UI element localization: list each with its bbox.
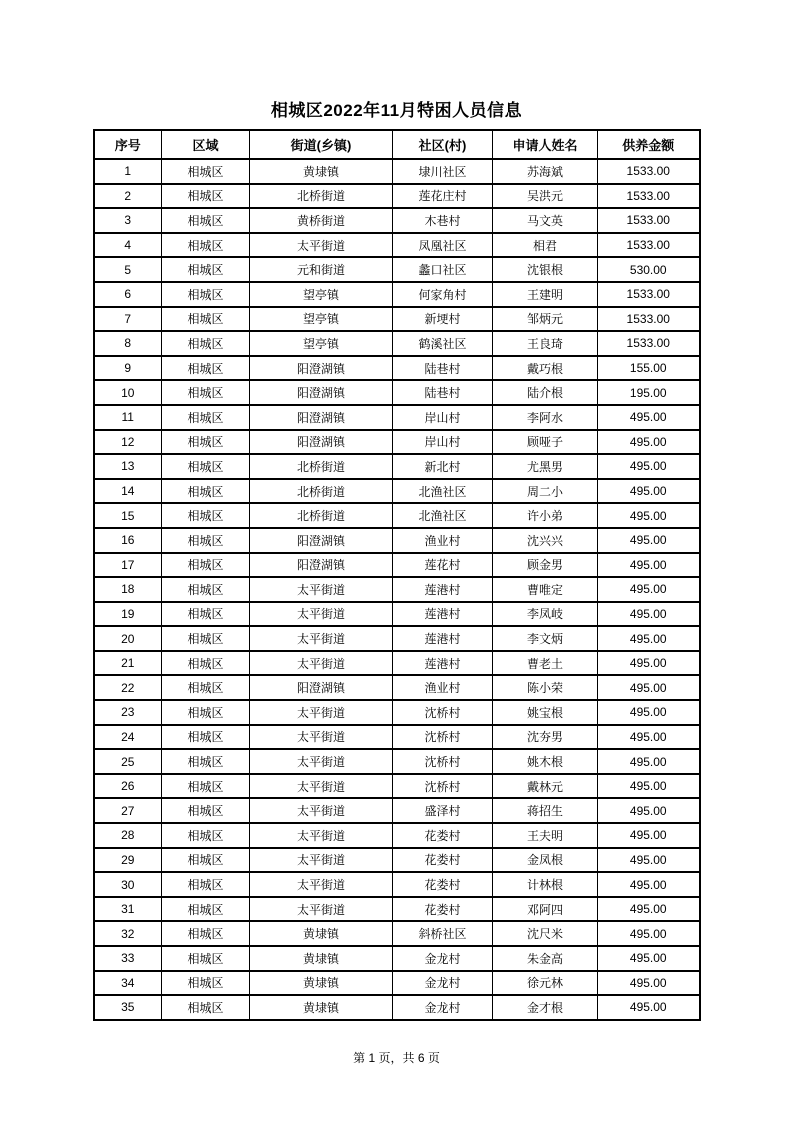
table-row — [94, 577, 700, 602]
applicant-name-cell: 姚宝根 — [493, 700, 598, 725]
table-row — [94, 749, 700, 774]
street-cell: 阳澄湖镇 — [250, 528, 393, 553]
table-row — [94, 897, 700, 922]
applicant-name-cell: 邓阿四 — [493, 897, 598, 922]
support-amount-cell: 530.00 — [598, 257, 700, 282]
community-cell: 莲港村 — [393, 626, 493, 651]
street-cell: 黄埭镇 — [250, 921, 393, 946]
applicant-name-cell: 尤黑男 — [493, 454, 598, 479]
support-amount-cell: 1533.00 — [598, 307, 700, 332]
table-row — [94, 626, 700, 651]
district-cell: 相城区 — [162, 159, 250, 184]
seq-number-cell: 15 — [94, 503, 162, 528]
support-amount-cell: 495.00 — [598, 553, 700, 578]
table-row — [94, 774, 700, 799]
community-cell: 渔业村 — [393, 675, 493, 700]
street-cell: 太平街道 — [250, 749, 393, 774]
seq-number-cell: 9 — [94, 356, 162, 381]
applicant-name-cell: 戴林元 — [493, 774, 598, 799]
community-cell: 渔业村 — [393, 528, 493, 553]
seq-number-cell: 12 — [94, 430, 162, 455]
street-cell: 阳澄湖镇 — [250, 380, 393, 405]
seq-number-cell: 11 — [94, 405, 162, 430]
support-amount-cell: 495.00 — [598, 798, 700, 823]
district-cell: 相城区 — [162, 725, 250, 750]
header-applicant-name: 申请人姓名 — [493, 130, 598, 159]
support-amount-cell: 495.00 — [598, 995, 700, 1020]
community-cell: 盛泽村 — [393, 798, 493, 823]
street-cell: 黄埭镇 — [250, 995, 393, 1020]
support-amount-cell: 195.00 — [598, 380, 700, 405]
table-row — [94, 159, 700, 184]
community-cell: 金龙村 — [393, 971, 493, 996]
street-cell: 元和街道 — [250, 257, 393, 282]
street-cell: 黄桥街道 — [250, 208, 393, 233]
street-cell: 北桥街道 — [250, 184, 393, 209]
seq-number-cell: 26 — [94, 774, 162, 799]
district-cell: 相城区 — [162, 307, 250, 332]
seq-number-cell: 25 — [94, 749, 162, 774]
support-amount-cell: 495.00 — [598, 454, 700, 479]
applicant-name-cell: 计林根 — [493, 872, 598, 897]
street-cell: 太平街道 — [250, 725, 393, 750]
seq-number-cell: 3 — [94, 208, 162, 233]
support-amount-cell: 495.00 — [598, 897, 700, 922]
support-amount-cell: 495.00 — [598, 921, 700, 946]
table-row — [94, 208, 700, 233]
seq-number-cell: 18 — [94, 577, 162, 602]
street-cell: 阳澄湖镇 — [250, 553, 393, 578]
district-cell: 相城区 — [162, 479, 250, 504]
community-cell: 金龙村 — [393, 946, 493, 971]
seq-number-cell: 13 — [94, 454, 162, 479]
community-cell: 凤凰社区 — [393, 233, 493, 258]
community-cell: 沈桥村 — [393, 774, 493, 799]
district-cell: 相城区 — [162, 257, 250, 282]
community-cell: 花娄村 — [393, 872, 493, 897]
community-cell: 岸山村 — [393, 430, 493, 455]
seq-number-cell: 10 — [94, 380, 162, 405]
seq-number-cell: 5 — [94, 257, 162, 282]
header-support-amount: 供养金额 — [598, 130, 700, 159]
applicant-name-cell: 吴洪元 — [493, 184, 598, 209]
support-amount-cell: 495.00 — [598, 479, 700, 504]
district-cell: 相城区 — [162, 602, 250, 627]
applicant-name-cell: 陈小荣 — [493, 675, 598, 700]
seq-number-cell: 30 — [94, 872, 162, 897]
support-amount-cell: 495.00 — [598, 602, 700, 627]
page-footer: 第 1 页，共 6 页 — [353, 1050, 440, 1065]
community-cell: 何家角村 — [393, 282, 493, 307]
street-cell: 太平街道 — [250, 798, 393, 823]
support-amount-cell: 1533.00 — [598, 184, 700, 209]
street-cell: 北桥街道 — [250, 454, 393, 479]
community-cell: 沈桥村 — [393, 725, 493, 750]
support-amount-cell: 495.00 — [598, 503, 700, 528]
district-cell: 相城区 — [162, 184, 250, 209]
table-row — [94, 848, 700, 873]
table-row — [94, 823, 700, 848]
community-cell: 金龙村 — [393, 995, 493, 1020]
support-amount-cell: 495.00 — [598, 774, 700, 799]
seq-number-cell: 7 — [94, 307, 162, 332]
table-row — [94, 553, 700, 578]
street-cell: 太平街道 — [250, 626, 393, 651]
seq-number-cell: 29 — [94, 848, 162, 873]
seq-number-cell: 24 — [94, 725, 162, 750]
district-cell: 相城区 — [162, 356, 250, 381]
community-cell: 北渔社区 — [393, 479, 493, 504]
table-row — [94, 921, 700, 946]
street-cell: 太平街道 — [250, 651, 393, 676]
seq-number-cell: 33 — [94, 946, 162, 971]
district-cell: 相城区 — [162, 700, 250, 725]
street-cell: 太平街道 — [250, 774, 393, 799]
community-cell: 鹤溪社区 — [393, 331, 493, 356]
support-amount-cell: 495.00 — [598, 651, 700, 676]
community-cell: 木巷村 — [393, 208, 493, 233]
applicant-name-cell: 曹唯定 — [493, 577, 598, 602]
support-amount-cell: 495.00 — [598, 872, 700, 897]
table-row — [94, 675, 700, 700]
district-cell: 相城区 — [162, 430, 250, 455]
seq-number-cell: 22 — [94, 675, 162, 700]
district-cell: 相城区 — [162, 553, 250, 578]
applicant-name-cell: 曹老土 — [493, 651, 598, 676]
district-cell: 相城区 — [162, 848, 250, 873]
district-cell: 相城区 — [162, 208, 250, 233]
support-amount-cell: 495.00 — [598, 700, 700, 725]
district-cell: 相城区 — [162, 577, 250, 602]
table-body — [94, 159, 700, 1020]
header-seq-number: 序号 — [94, 130, 162, 159]
street-cell: 太平街道 — [250, 233, 393, 258]
district-cell: 相城区 — [162, 331, 250, 356]
community-cell: 花娄村 — [393, 823, 493, 848]
seq-number-cell: 28 — [94, 823, 162, 848]
applicant-name-cell: 沈兴兴 — [493, 528, 598, 553]
table-row — [94, 331, 700, 356]
district-cell: 相城区 — [162, 626, 250, 651]
support-amount-cell: 495.00 — [598, 405, 700, 430]
applicant-name-cell: 相君 — [493, 233, 598, 258]
applicant-name-cell: 李阿水 — [493, 405, 598, 430]
street-cell: 黄埭镇 — [250, 946, 393, 971]
district-cell: 相城区 — [162, 675, 250, 700]
applicant-name-cell: 沈银根 — [493, 257, 598, 282]
district-cell: 相城区 — [162, 380, 250, 405]
applicant-name-cell: 顾哑子 — [493, 430, 598, 455]
applicant-name-cell: 沈尺米 — [493, 921, 598, 946]
applicant-name-cell: 王夫明 — [493, 823, 598, 848]
community-cell: 花娄村 — [393, 848, 493, 873]
street-cell: 太平街道 — [250, 897, 393, 922]
applicant-name-cell: 顾金男 — [493, 553, 598, 578]
support-amount-cell: 155.00 — [598, 356, 700, 381]
table-row — [94, 454, 700, 479]
district-cell: 相城区 — [162, 405, 250, 430]
support-amount-cell: 1533.00 — [598, 159, 700, 184]
support-amount-cell: 1533.00 — [598, 208, 700, 233]
seq-number-cell: 35 — [94, 995, 162, 1020]
seq-number-cell: 23 — [94, 700, 162, 725]
applicant-name-cell: 苏海斌 — [493, 159, 598, 184]
community-cell: 沈桥村 — [393, 749, 493, 774]
district-cell: 相城区 — [162, 454, 250, 479]
district-cell: 相城区 — [162, 749, 250, 774]
community-cell: 陆巷村 — [393, 356, 493, 381]
district-cell: 相城区 — [162, 971, 250, 996]
table-row — [94, 380, 700, 405]
seq-number-cell: 34 — [94, 971, 162, 996]
community-cell: 莲港村 — [393, 651, 493, 676]
support-amount-cell: 495.00 — [598, 823, 700, 848]
support-amount-cell: 495.00 — [598, 971, 700, 996]
district-cell: 相城区 — [162, 872, 250, 897]
applicant-name-cell: 陆介根 — [493, 380, 598, 405]
district-cell: 相城区 — [162, 946, 250, 971]
applicant-name-cell: 徐元林 — [493, 971, 598, 996]
support-amount-cell: 1533.00 — [598, 282, 700, 307]
street-cell: 太平街道 — [250, 872, 393, 897]
community-cell: 岸山村 — [393, 405, 493, 430]
street-cell: 望亭镇 — [250, 331, 393, 356]
seq-number-cell: 16 — [94, 528, 162, 553]
street-cell: 太平街道 — [250, 602, 393, 627]
seq-number-cell: 4 — [94, 233, 162, 258]
support-amount-cell: 1533.00 — [598, 233, 700, 258]
table-row — [94, 479, 700, 504]
table-row — [94, 282, 700, 307]
district-cell: 相城区 — [162, 823, 250, 848]
seq-number-cell: 27 — [94, 798, 162, 823]
community-cell: 蠡口社区 — [393, 257, 493, 282]
applicant-name-cell: 许小弟 — [493, 503, 598, 528]
applicant-name-cell: 王良琦 — [493, 331, 598, 356]
support-amount-cell: 495.00 — [598, 848, 700, 873]
table-row — [94, 872, 700, 897]
district-cell: 相城区 — [162, 995, 250, 1020]
seq-number-cell: 8 — [94, 331, 162, 356]
support-amount-cell: 495.00 — [598, 577, 700, 602]
street-cell: 太平街道 — [250, 823, 393, 848]
district-cell: 相城区 — [162, 774, 250, 799]
community-cell: 陆巷村 — [393, 380, 493, 405]
support-amount-cell: 495.00 — [598, 528, 700, 553]
community-cell: 新北村 — [393, 454, 493, 479]
district-cell: 相城区 — [162, 233, 250, 258]
district-cell: 相城区 — [162, 651, 250, 676]
district-cell: 相城区 — [162, 798, 250, 823]
header-street: 街道(乡镇) — [250, 130, 393, 159]
table-row — [94, 307, 700, 332]
header-district: 区域 — [162, 130, 250, 159]
community-cell: 莲港村 — [393, 577, 493, 602]
seq-number-cell: 20 — [94, 626, 162, 651]
table-row — [94, 257, 700, 282]
support-amount-cell: 1533.00 — [598, 331, 700, 356]
applicant-name-cell: 邹炳元 — [493, 307, 598, 332]
seq-number-cell: 1 — [94, 159, 162, 184]
district-cell: 相城区 — [162, 921, 250, 946]
seq-number-cell: 21 — [94, 651, 162, 676]
table-row — [94, 503, 700, 528]
seq-number-cell: 2 — [94, 184, 162, 209]
community-cell: 北渔社区 — [393, 503, 493, 528]
support-amount-cell: 495.00 — [598, 430, 700, 455]
table-row — [94, 528, 700, 553]
table-row — [94, 651, 700, 676]
applicant-name-cell: 朱金高 — [493, 946, 598, 971]
table-row — [94, 356, 700, 381]
district-cell: 相城区 — [162, 897, 250, 922]
table-row — [94, 946, 700, 971]
seq-number-cell: 14 — [94, 479, 162, 504]
applicant-name-cell: 李文炳 — [493, 626, 598, 651]
community-cell: 莲花村 — [393, 553, 493, 578]
street-cell: 太平街道 — [250, 700, 393, 725]
table-row — [94, 995, 700, 1020]
district-cell: 相城区 — [162, 282, 250, 307]
table-row — [94, 602, 700, 627]
table-row — [94, 405, 700, 430]
table-row — [94, 700, 700, 725]
support-amount-cell: 495.00 — [598, 626, 700, 651]
street-cell: 阳澄湖镇 — [250, 430, 393, 455]
support-amount-cell: 495.00 — [598, 675, 700, 700]
applicant-name-cell: 王建明 — [493, 282, 598, 307]
street-cell: 望亭镇 — [250, 307, 393, 332]
street-cell: 阳澄湖镇 — [250, 405, 393, 430]
seq-number-cell: 31 — [94, 897, 162, 922]
table-row — [94, 184, 700, 209]
seq-number-cell: 6 — [94, 282, 162, 307]
applicant-name-cell: 金凤根 — [493, 848, 598, 873]
street-cell: 太平街道 — [250, 577, 393, 602]
applicant-name-cell: 姚木根 — [493, 749, 598, 774]
page-title: 相城区2022年11月特困人员信息 — [270, 101, 523, 120]
seq-number-cell: 32 — [94, 921, 162, 946]
community-cell: 新埂村 — [393, 307, 493, 332]
street-cell: 北桥街道 — [250, 479, 393, 504]
support-amount-cell: 495.00 — [598, 725, 700, 750]
street-cell: 望亭镇 — [250, 282, 393, 307]
persons-table — [93, 129, 701, 1021]
street-cell: 北桥街道 — [250, 503, 393, 528]
table-header-row — [94, 130, 700, 159]
table-row — [94, 430, 700, 455]
applicant-name-cell: 戴巧根 — [493, 356, 598, 381]
support-amount-cell: 495.00 — [598, 946, 700, 971]
applicant-name-cell: 蒋招生 — [493, 798, 598, 823]
table-row — [94, 971, 700, 996]
applicant-name-cell: 沈夯男 — [493, 725, 598, 750]
community-cell: 埭川社区 — [393, 159, 493, 184]
applicant-name-cell: 马文英 — [493, 208, 598, 233]
street-cell: 阳澄湖镇 — [250, 356, 393, 381]
seq-number-cell: 19 — [94, 602, 162, 627]
table-row — [94, 233, 700, 258]
applicant-name-cell: 李凤岐 — [493, 602, 598, 627]
street-cell: 黄埭镇 — [250, 971, 393, 996]
table-row — [94, 798, 700, 823]
street-cell: 阳澄湖镇 — [250, 675, 393, 700]
street-cell: 太平街道 — [250, 848, 393, 873]
support-amount-cell: 495.00 — [598, 749, 700, 774]
district-cell: 相城区 — [162, 528, 250, 553]
header-community: 社区(村) — [393, 130, 493, 159]
community-cell: 莲港村 — [393, 602, 493, 627]
community-cell: 莲花庄村 — [393, 184, 493, 209]
applicant-name-cell: 周二小 — [493, 479, 598, 504]
district-cell: 相城区 — [162, 503, 250, 528]
community-cell: 沈桥村 — [393, 700, 493, 725]
community-cell: 花娄村 — [393, 897, 493, 922]
seq-number-cell: 17 — [94, 553, 162, 578]
street-cell: 黄埭镇 — [250, 159, 393, 184]
applicant-name-cell: 金才根 — [493, 995, 598, 1020]
community-cell: 斜桥社区 — [393, 921, 493, 946]
table-row — [94, 725, 700, 750]
